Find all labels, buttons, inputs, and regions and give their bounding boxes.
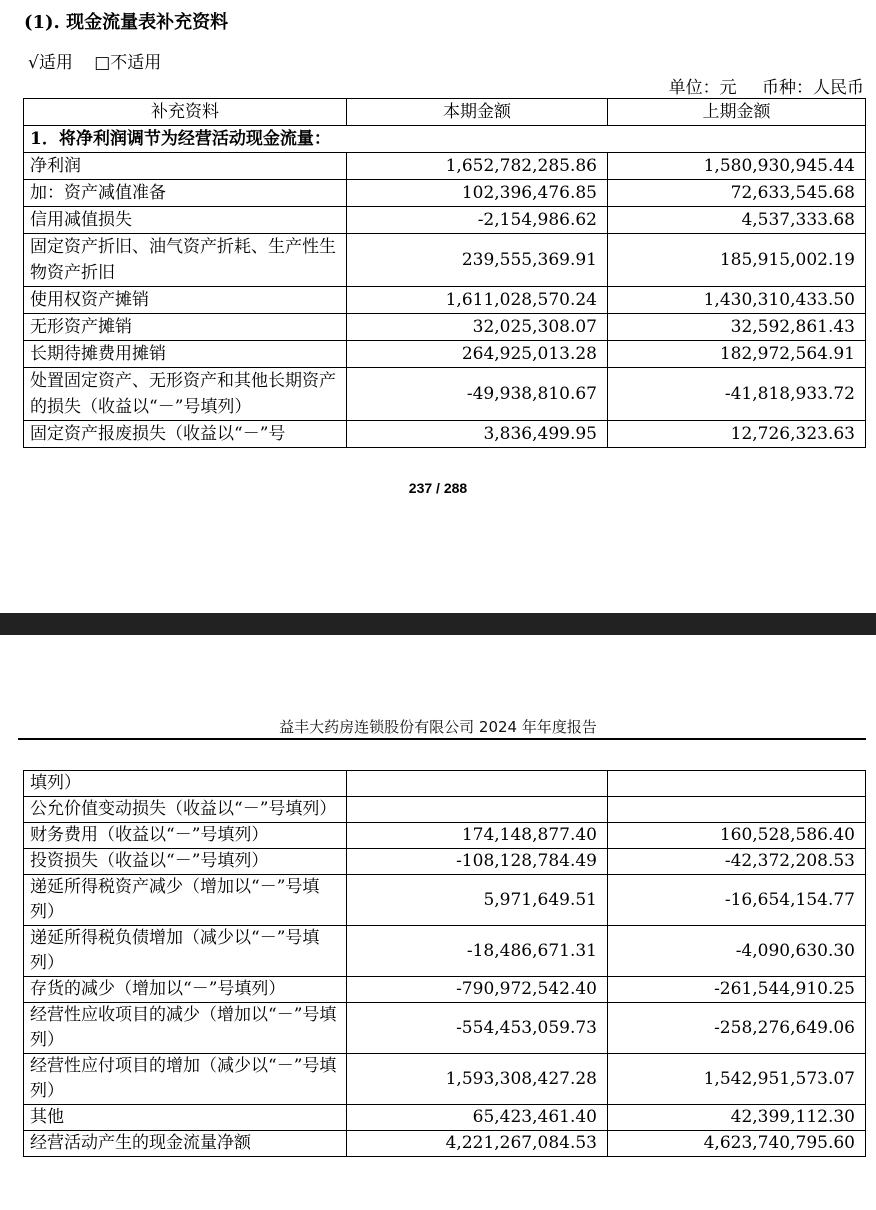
row-prior: 72,633,545.68 [608, 180, 866, 207]
row-prior [608, 771, 866, 797]
row-label: 经营性应收项目的减少（增加以“－”号填列） [24, 1003, 347, 1054]
row-current: 5,971,649.51 [347, 875, 608, 926]
row-prior: 42,399,112.30 [608, 1105, 866, 1131]
table-row [24, 1003, 866, 1054]
row-prior: 1,580,930,945.44 [608, 153, 866, 180]
table-row-total [24, 1131, 866, 1157]
row-prior: 182,972,564.91 [608, 341, 866, 368]
table-row [24, 180, 866, 207]
section-heading: 1．将净利润调节为经营活动现金流量： [24, 126, 866, 153]
table-row [24, 341, 866, 368]
row-label: 经营活动产生的现金流量净额 [24, 1131, 347, 1157]
row-prior: -16,654,154.77 [608, 875, 866, 926]
row-current: 1,652,782,285.86 [347, 153, 608, 180]
row-prior: -258,276,649.06 [608, 1003, 866, 1054]
row-current: -18,486,671.31 [347, 926, 608, 977]
row-current: 264,925,013.28 [347, 341, 608, 368]
row-current: -2,154,986.62 [347, 207, 608, 234]
header-prior: 上期金额 [608, 99, 866, 126]
table-row [24, 234, 866, 287]
section-row [24, 126, 866, 153]
row-prior: 4,623,740,795.60 [608, 1131, 866, 1157]
applicability-options [28, 48, 177, 73]
row-label: 信用减值损失 [24, 207, 347, 234]
row-prior: 160,528,586.40 [608, 823, 866, 849]
currency-label: 币种：人民币 [762, 78, 864, 98]
table-row [24, 1054, 866, 1105]
row-label: 其他 [24, 1105, 347, 1131]
page-number: 237 / 288 [408, 480, 468, 496]
row-current: -108,128,784.49 [347, 849, 608, 875]
row-label: 固定资产报废损失（收益以“－”号 [24, 421, 347, 448]
row-current: 65,423,461.40 [347, 1105, 608, 1131]
unit-label: 单位：元 [668, 78, 737, 98]
row-current [347, 771, 608, 797]
row-label: 填列） [24, 771, 347, 797]
row-label: 长期待摊费用摊销 [24, 341, 347, 368]
table-row [24, 421, 866, 448]
row-current: -790,972,542.40 [347, 977, 608, 1003]
row-label: 递延所得税资产减少（增加以“－”号填列） [24, 875, 347, 926]
row-prior: -42,372,208.53 [608, 849, 866, 875]
row-current: -554,453,059.73 [347, 1003, 608, 1054]
page-divider [0, 613, 876, 635]
row-label: 处置固定资产、无形资产和其他长期资产的损失（收益以“－”号填列） [24, 368, 347, 421]
table-row [24, 875, 866, 926]
row-label: 递延所得税负债增加（减少以“－”号填列） [24, 926, 347, 977]
row-label: 净利润 [24, 153, 347, 180]
unit-line [649, 73, 864, 98]
row-prior: 4,537,333.68 [608, 207, 866, 234]
table-row [24, 287, 866, 314]
row-prior: 185,915,002.19 [608, 234, 866, 287]
row-prior: 12,726,323.63 [608, 421, 866, 448]
row-current: 102,396,476.85 [347, 180, 608, 207]
row-current: 32,025,308.07 [347, 314, 608, 341]
table-row [24, 849, 866, 875]
row-current: 174,148,877.40 [347, 823, 608, 849]
table-row [24, 771, 866, 797]
table-row [24, 1105, 866, 1131]
table-header-row [24, 99, 866, 126]
row-label: 使用权资产摊销 [24, 287, 347, 314]
row-label: 加：资产减值准备 [24, 180, 347, 207]
row-current: 1,611,028,570.24 [347, 287, 608, 314]
row-label: 固定资产折旧、油气资产折耗、生产性生物资产折旧 [24, 234, 347, 287]
table-row [24, 797, 866, 823]
row-label: 无形资产摊销 [24, 314, 347, 341]
header-rule [18, 738, 866, 740]
table-row [24, 314, 866, 341]
table-row [24, 977, 866, 1003]
row-prior [608, 797, 866, 823]
row-prior: -41,818,933.72 [608, 368, 866, 421]
row-label: 财务费用（收益以“－”号填列） [24, 823, 347, 849]
table-row [24, 926, 866, 977]
report-header: 益丰大药房连锁股份有限公司 2024 年年度报告 [279, 718, 597, 736]
not-applicable-checkbox[interactable]: □不适用 [94, 53, 162, 73]
table-row [24, 368, 866, 421]
row-current: 239,555,369.91 [347, 234, 608, 287]
row-current [347, 797, 608, 823]
applicable-checkbox[interactable]: √适用 [28, 53, 73, 73]
row-prior: 32,592,861.43 [608, 314, 866, 341]
row-label: 经营性应付项目的增加（减少以“－”号填列） [24, 1054, 347, 1105]
row-prior: 1,542,951,573.07 [608, 1054, 866, 1105]
row-prior: -4,090,630.30 [608, 926, 866, 977]
row-current: 4,221,267,084.53 [347, 1131, 608, 1157]
row-label: 存货的减少（增加以“－”号填列） [24, 977, 347, 1003]
table-row [24, 823, 866, 849]
row-label: 公允价值变动损失（收益以“－”号填列） [24, 797, 347, 823]
table-row [24, 207, 866, 234]
header-current: 本期金额 [347, 99, 608, 126]
cashflow-supplement-table-bottom [23, 770, 866, 1157]
header-item: 补充资料 [24, 99, 347, 126]
table-row [24, 153, 866, 180]
row-prior: 1,430,310,433.50 [608, 287, 866, 314]
row-current: 1,593,308,427.28 [347, 1054, 608, 1105]
cashflow-supplement-table-top [23, 98, 866, 448]
row-prior: -261,544,910.25 [608, 977, 866, 1003]
row-current: 3,836,499.95 [347, 421, 608, 448]
section-title: (1). 现金流量表补充资料 [24, 12, 229, 33]
row-label: 投资损失（收益以“－”号填列） [24, 849, 347, 875]
row-current: -49,938,810.67 [347, 368, 608, 421]
